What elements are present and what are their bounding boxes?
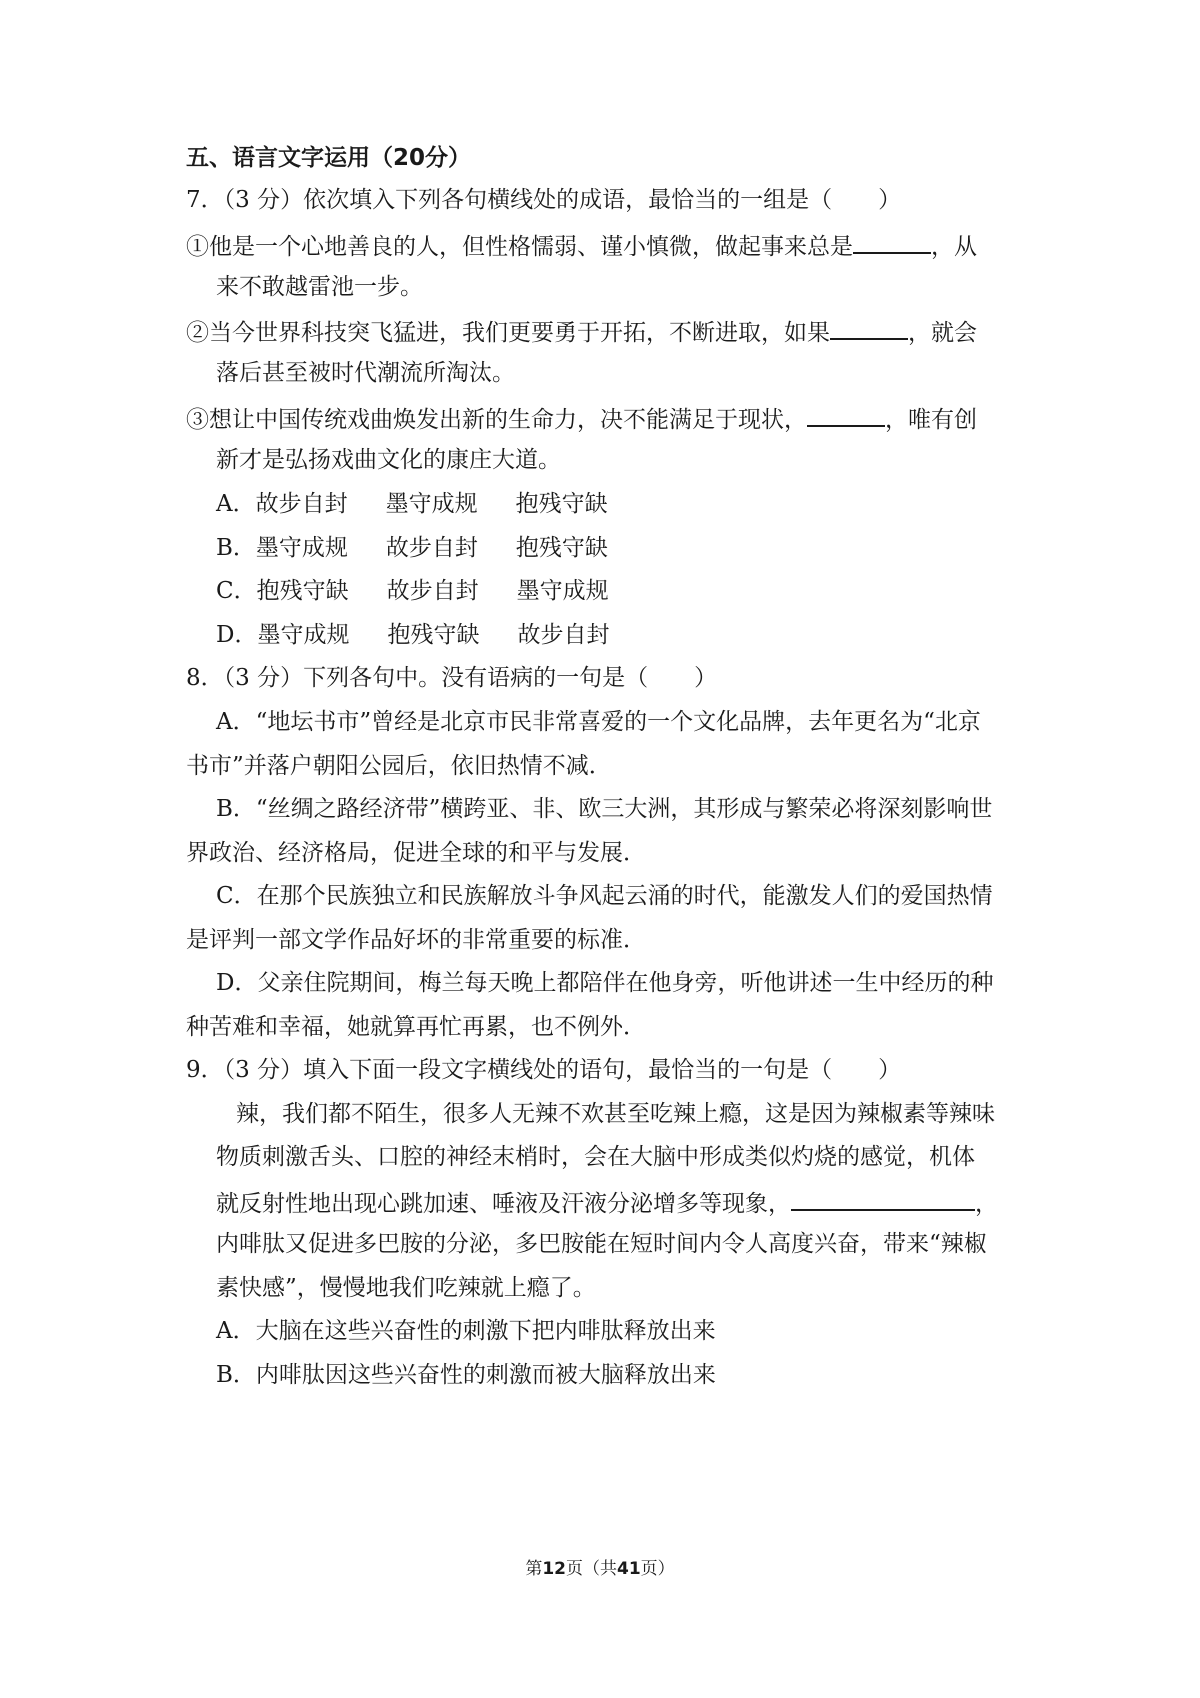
option-item: 墨守成规 xyxy=(516,578,609,604)
q7-s1-text: ①他是一个心地善良的人，但性格懦弱、谨小慎微，做起事来总是 xyxy=(186,234,853,260)
q9-passage-line5: 素快感”，慢慢地我们吃辣就上瘾了。 xyxy=(216,1275,596,1301)
option-item: 抱残守缺 xyxy=(387,622,480,648)
q7-s3-text: ③想让中国传统戏曲焕发出新的生命力，决不能满足于现状， xyxy=(186,407,807,433)
option-item: C．抱残守缺 xyxy=(216,578,349,604)
q9-passage-line4: 内啡肽又促进多巴胺的分泌，多巴胺能在短时间内令人高度兴奋，带来“辣椒 xyxy=(216,1231,987,1257)
q8-option-d-line2: 种苦难和幸福，她就算再忙再累，也不例外． xyxy=(186,1014,646,1040)
q7-option-d xyxy=(216,619,647,651)
q9-passage-line3 xyxy=(216,1185,998,1220)
q8-option-d-line1: D．父亲住院期间，梅兰每天晚上都陪伴在他身旁，听他讲述一生中经历的种 xyxy=(216,970,994,996)
q7-stem: 7．（3 分）依次填入下列各句横线处的成语，最恰当的一组是（ ） xyxy=(186,187,902,213)
footer-prefix: 第 xyxy=(525,1559,543,1579)
q7-sentence-2 xyxy=(186,314,977,349)
fill-blank xyxy=(853,228,931,254)
fill-blank xyxy=(807,401,885,427)
option-item: A．故步自封 xyxy=(216,491,348,517)
option-item: 抱残守缺 xyxy=(515,491,608,517)
q7-s3-tail: ，唯有创 xyxy=(885,407,977,433)
q9-p3-text: 就反射性地出现心跳加速、唾液及汗液分泌增多等现象， xyxy=(216,1191,791,1217)
q7-option-c xyxy=(216,575,647,607)
footer-mid: 页（共 xyxy=(566,1559,617,1579)
q9-stem: 9．（3 分）填入下面一段文字横线处的语句，最恰当的一句是（ ） xyxy=(186,1057,902,1083)
option-item: 抱残守缺 xyxy=(515,535,608,561)
option-item: 故步自封 xyxy=(386,578,479,604)
q7-option-a xyxy=(216,488,646,520)
q8-stem: 8．（3 分）下列各句中。没有语病的一句是（ ） xyxy=(186,665,718,691)
option-item: 故步自封 xyxy=(385,535,478,561)
q7-s2-continued: 落后甚至被时代潮流所淘汰。 xyxy=(216,360,515,386)
q9-option-a: A．大脑在这些兴奋性的刺激下把内啡肽释放出来 xyxy=(216,1318,716,1344)
q8-option-c-line1: C．在那个民族独立和民族解放斗争风起云涌的时代，能激发人们的爱国热情 xyxy=(216,883,993,909)
q7-s2-text: ②当今世界科技突飞猛进，我们更要勇于开拓，不断进取，如果 xyxy=(186,320,830,346)
footer-page-number: 12 xyxy=(542,1559,566,1579)
q8-option-c-line2: 是评判一部文学作品好坏的非常重要的标准． xyxy=(186,927,646,953)
footer-suffix: 页） xyxy=(640,1559,675,1579)
option-item: 故步自封 xyxy=(517,622,610,648)
section-title: 五、语言文字运用（20分） xyxy=(186,145,472,171)
q7-s2-tail: ，就会 xyxy=(908,320,977,346)
q9-p3-tail: ， xyxy=(975,1191,998,1217)
option-item: D．墨守成规 xyxy=(216,622,350,648)
q7-s3-continued: 新才是弘扬戏曲文化的康庄大道。 xyxy=(216,447,561,473)
q8-option-a-line1: A．“地坛书市”曾经是北京市民非常喜爱的一个文化品牌，去年更名为“北京 xyxy=(216,709,981,735)
q8-option-b-line2: 界政治、经济格局，促进全球的和平与发展． xyxy=(186,840,646,866)
q7-option-b xyxy=(216,532,646,564)
fill-blank xyxy=(830,314,908,340)
q7-sentence-3 xyxy=(186,401,977,436)
q7-sentence-1 xyxy=(186,228,977,263)
q8-option-b-line1: B．“丝绸之路经济带”横跨亚、非、欧三大洲，其形成与繁荣必将深刻影响世 xyxy=(216,796,993,822)
option-item: B．墨守成规 xyxy=(216,535,348,561)
page-footer xyxy=(0,1554,1200,1579)
q9-option-b: B．内啡肽因这些兴奋性的刺激而被大脑释放出来 xyxy=(216,1362,716,1388)
q9-passage-line1: 辣，我们都不陌生，很多人无辣不欢甚至吃辣上瘾，这是因为辣椒素等辣味 xyxy=(236,1101,995,1127)
q8-option-a-line2: 书市”并落户朝阳公园后，依旧热情不减． xyxy=(186,753,612,779)
option-item: 墨守成规 xyxy=(385,491,478,517)
footer-total-pages: 41 xyxy=(617,1559,641,1579)
q7-s1-continued: 来不敢越雷池一步。 xyxy=(216,274,423,300)
q9-passage-line2: 物质刺激舌头、口腔的神经末梢时，会在大脑中形成类似灼烧的感觉，机体 xyxy=(216,1144,975,1170)
q7-s1-tail: ，从 xyxy=(931,234,977,260)
fill-blank xyxy=(791,1185,975,1211)
